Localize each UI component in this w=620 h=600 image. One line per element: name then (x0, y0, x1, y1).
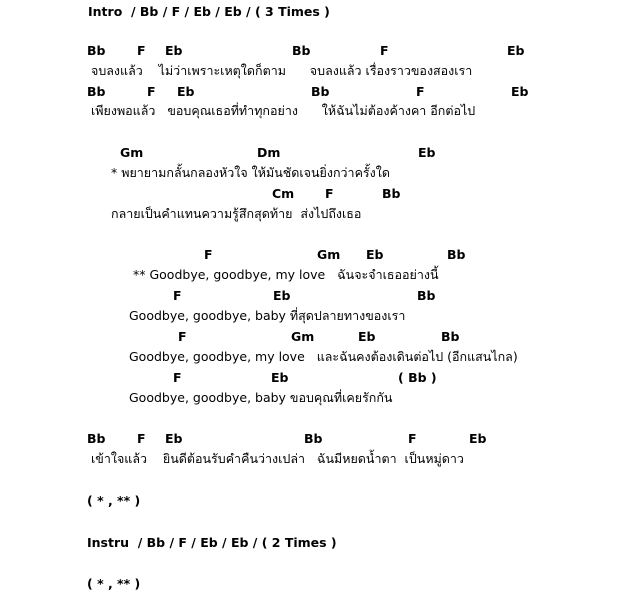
chord: Eb (177, 84, 195, 99)
chord: Eb (165, 431, 183, 446)
chord: Gm (317, 247, 341, 262)
chord: Eb (165, 43, 183, 58)
chord: Bb (292, 43, 311, 58)
chord: F (137, 431, 146, 446)
chord: F (147, 84, 156, 99)
chord: ( Bb ) (398, 370, 437, 385)
chord: Eb (366, 247, 384, 262)
chord: F (380, 43, 389, 58)
chord: F (178, 329, 187, 344)
chord: Bb (417, 288, 436, 303)
lyric-line: * พยายามกลั้นกลองหัวใจ ให้มันชัดเจนยิ่งกว่าครั้งใด (111, 165, 390, 180)
lyric-line: Goodbye, goodbye, my love และฉันคงต้องเดินต่อไป (อีกแสนไกล) (129, 349, 518, 364)
chord: Eb (469, 431, 487, 446)
chord: F (416, 84, 425, 99)
chord: Bb (87, 431, 106, 446)
chord: F (173, 288, 182, 303)
chord: Eb (271, 370, 289, 385)
chord: F (173, 370, 182, 385)
lyric-line: กลายเป็นคำแทนความรู้สึกสุดท้าย ส่งไปถึงเธอ (111, 206, 362, 221)
lyric-line: เพียงพอแล้ว ขอบคุณเธอที่ทำทุกอย่าง ให้ฉันไม่ต้องค้างคา อีกต่อไป (91, 103, 476, 118)
lyric-line: เข้าใจแล้ว ยินดีต้อนรับคำคืนว่างเปล่า ฉันมีหยดน้ำตา เป็นหมู่ดาว (91, 451, 464, 466)
repeat-marker: ( * , ** ) (87, 576, 141, 591)
chord: Bb (447, 247, 466, 262)
chord: Bb (441, 329, 460, 344)
lyric-line: Goodbye, goodbye, baby ที่สุดปลายทางของเรา (129, 308, 406, 323)
chord: Gm (120, 145, 144, 160)
chord: Eb (273, 288, 291, 303)
chord: F (325, 186, 334, 201)
chord: Bb (304, 431, 323, 446)
chord: F (204, 247, 213, 262)
chord: Eb (418, 145, 436, 160)
chord: Cm (272, 186, 295, 201)
chord: Bb (382, 186, 401, 201)
chord: Eb (507, 43, 525, 58)
chord: Bb (311, 84, 330, 99)
chord: F (137, 43, 146, 58)
chord: Bb (87, 43, 106, 58)
chord: Dm (257, 145, 281, 160)
lyric-line: ** Goodbye, goodbye, my love ฉันจะจำเธออย่างนี้ (133, 267, 439, 282)
chord: Gm (291, 329, 315, 344)
repeat-marker: ( * , ** ) (87, 493, 141, 508)
lyric-line: จบลงแล้ว ไม่ว่าเพราะเหตุใดก็ตาม จบลงแล้ว เรื่องราวของสองเรา (91, 63, 473, 78)
instru-line: Instru / Bb / F / Eb / Eb / ( 2 Times ) (87, 535, 337, 550)
chord: F (408, 431, 417, 446)
chord: Eb (511, 84, 529, 99)
chord: Bb (87, 84, 106, 99)
lyric-line: Goodbye, goodbye, baby ขอบคุณที่เคยรักกัน (129, 390, 393, 405)
chord: Eb (358, 329, 376, 344)
intro-line: Intro / Bb / F / Eb / Eb / ( 3 Times ) (88, 4, 330, 19)
